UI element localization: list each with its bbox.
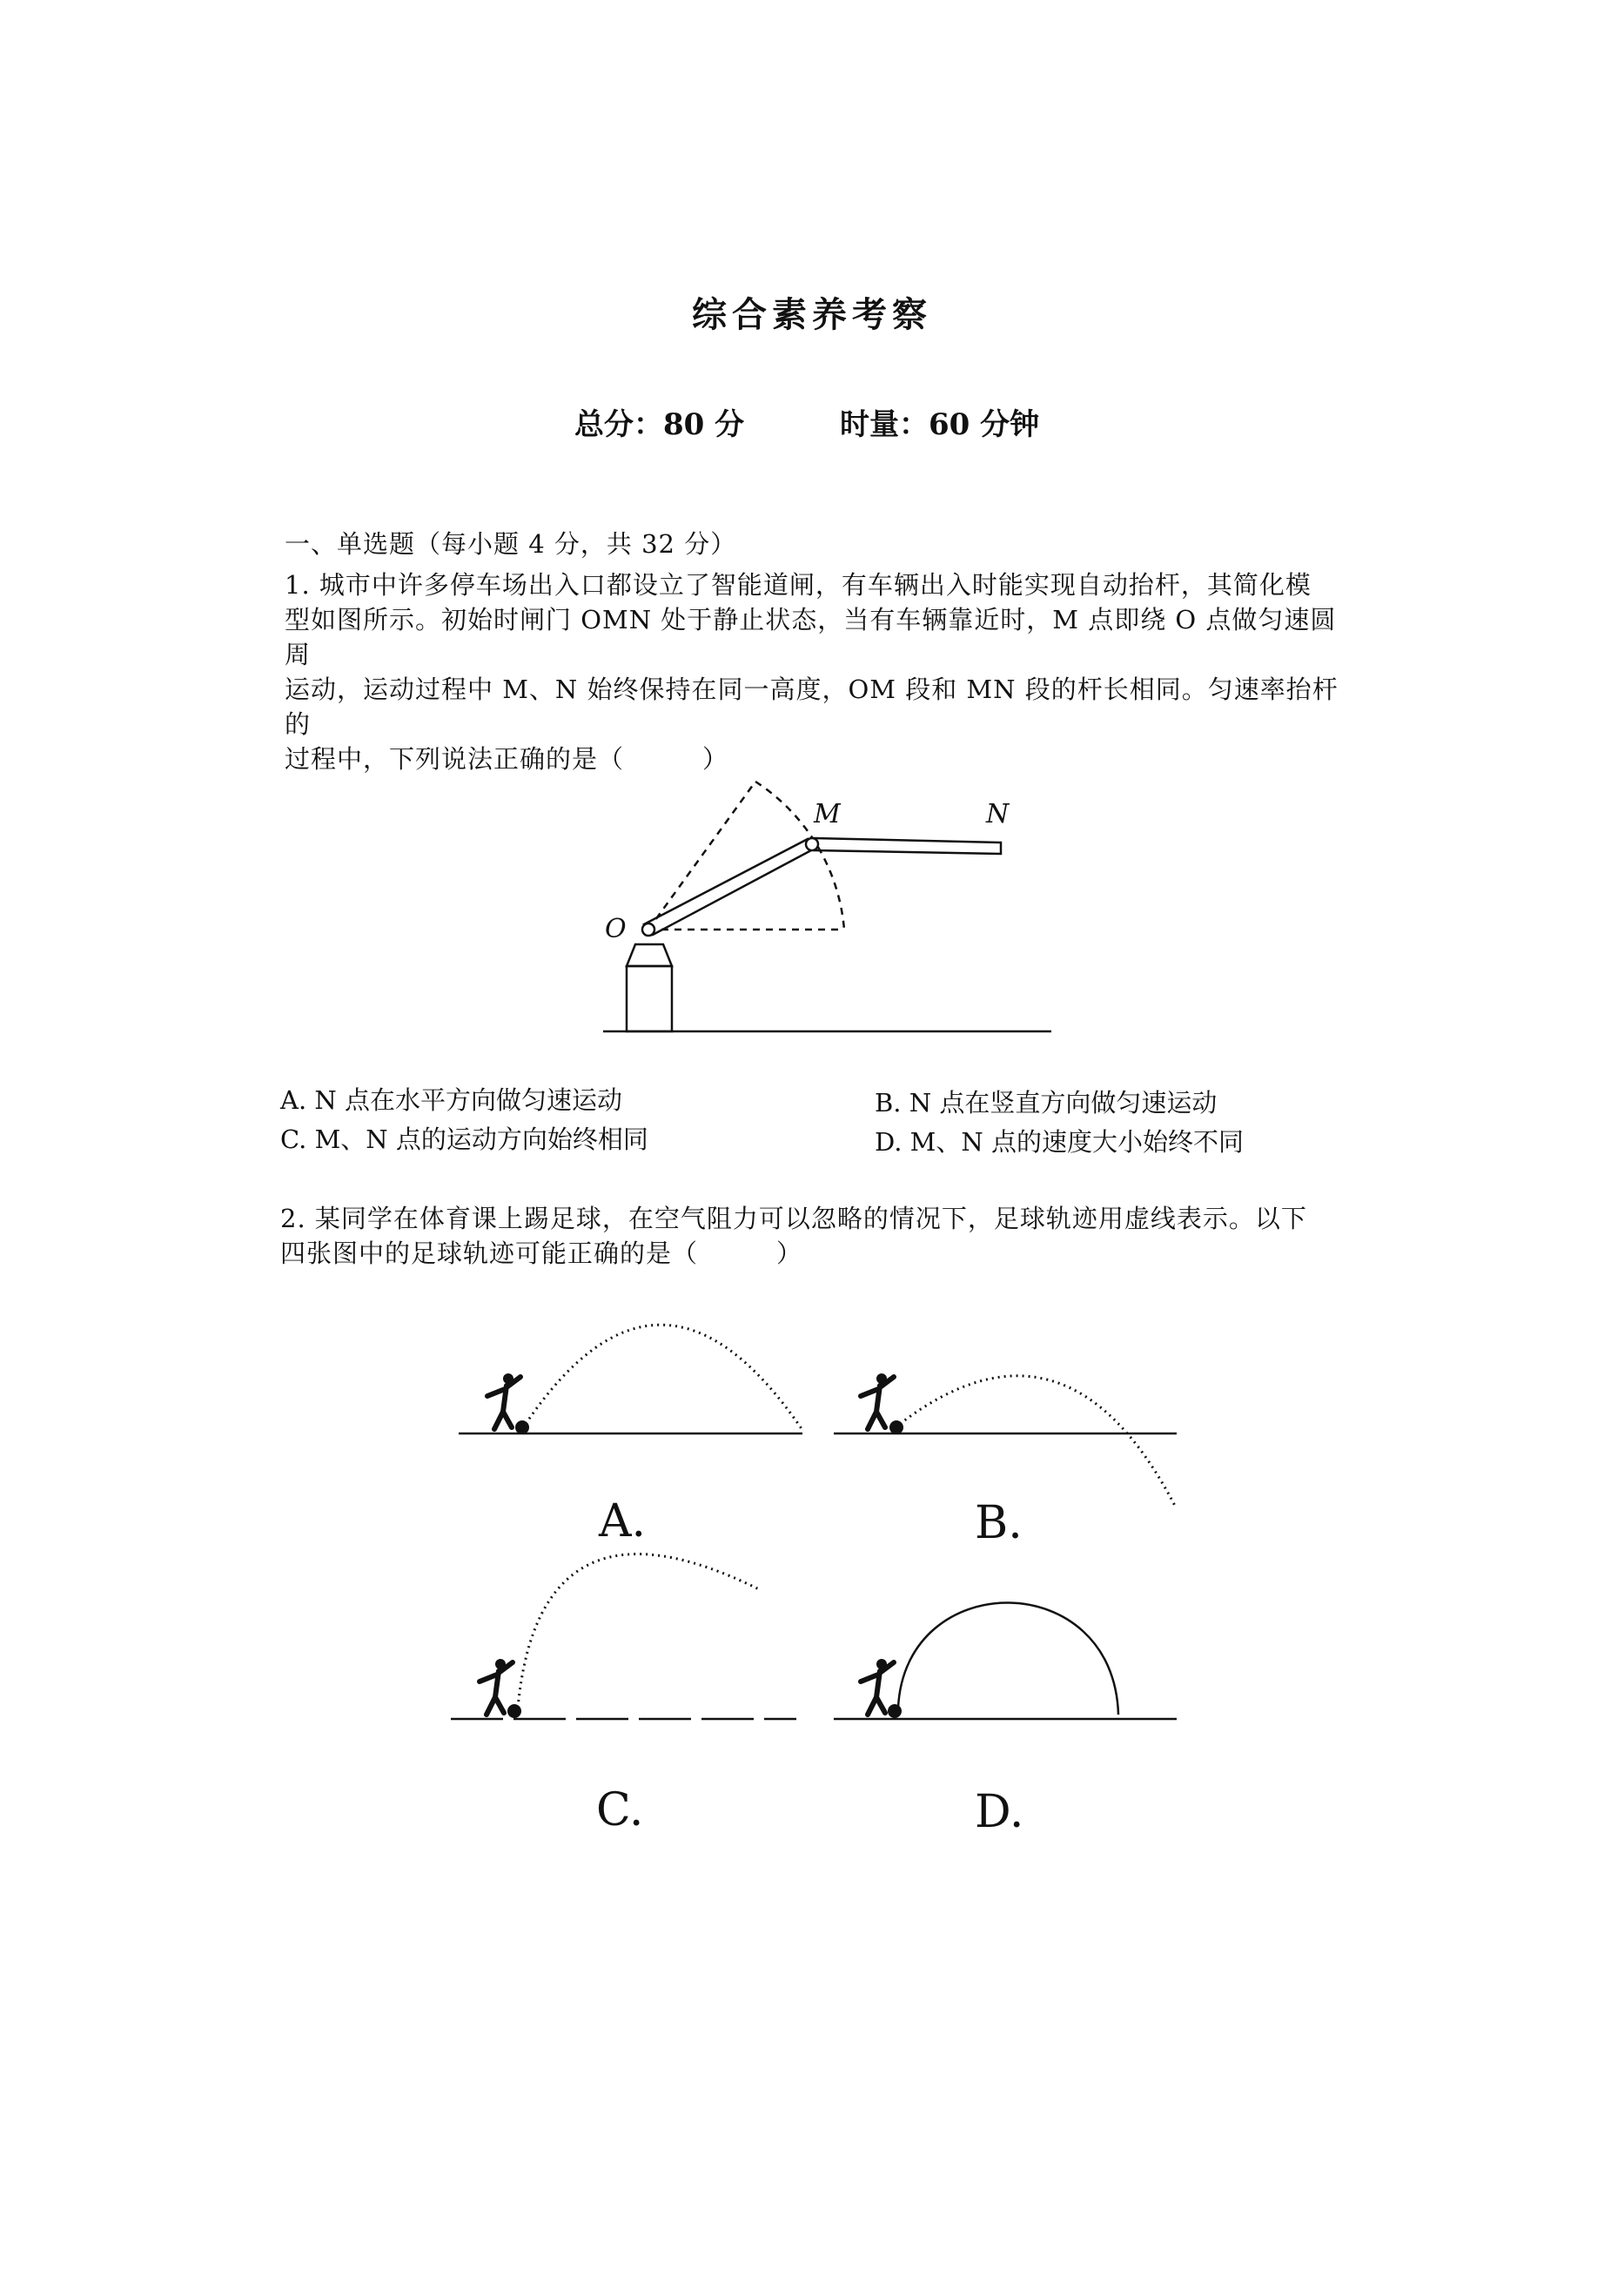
question-1-line: 过程中，下列说法正确的是（ ） — [285, 744, 729, 774]
question-2-line: 四张图中的足球轨迹可能正确的是（ ） — [280, 1239, 803, 1268]
gate-pillar — [627, 966, 672, 1031]
trajectory-b — [900, 1376, 1175, 1506]
figure-label-a: A. — [599, 1495, 647, 1547]
figure-c — [451, 1554, 796, 1719]
label-m: M — [814, 799, 841, 829]
question-2-text — [280, 1201, 1377, 1271]
question-1-line: 1. 城市中许多停车场出入口都设立了智能道闸，有车辆出入时能实现自动抬杆，其简化模 — [285, 570, 1312, 600]
figure-b — [834, 1373, 1177, 1506]
pivot-m — [806, 838, 818, 850]
section-heading: 一、单选题（每小题 4 分，共 32 分） — [285, 529, 737, 559]
question-1-line: 型如图所示。初始时闸门 OMN 处于静止状态，当有车辆靠近时，M 点即绕 O 点做匀速圆周 — [285, 605, 1337, 669]
trajectory-c — [518, 1554, 761, 1708]
label-n: N — [986, 799, 1010, 829]
dashed-radius-upper — [648, 782, 755, 930]
pivot-o — [642, 923, 654, 936]
option-a: A. N 点在水平方向做匀速运动 — [280, 1085, 622, 1115]
figure-a — [459, 1325, 802, 1434]
arm-om — [644, 839, 813, 935]
arm-mn — [814, 838, 1001, 854]
total-score: 总分：80 分 — [574, 407, 745, 442]
figure-label-d: D. — [975, 1786, 1024, 1838]
option-b: B. N 点在竖直方向做匀速运动 — [875, 1088, 1218, 1118]
question-1-text — [285, 567, 1355, 776]
option-d: D. M、N 点的速度大小始终不同 — [875, 1127, 1244, 1157]
option-c: C. M、N 点的运动方向始终相同 — [280, 1125, 648, 1154]
question-2-line: 2. 某同学在体育课上踢足球，在空气阻力可以忽略的情况下，足球轨迹用虚线表示。以下 — [280, 1204, 1307, 1233]
figure-label-b: B. — [975, 1497, 1023, 1549]
label-o: O — [605, 914, 627, 944]
page-title: 综合素养考察 — [692, 294, 932, 335]
trajectory-a — [526, 1325, 802, 1430]
question-1-line: 运动，运动过程中 M、N 始终保持在同一高度，OM 段和 MN 段的杆长相同。匀速率抬杆的 — [285, 675, 1339, 739]
time-limit: 时量：60 分钟 — [840, 407, 1040, 442]
trajectory-d — [898, 1602, 1118, 1715]
gate-pillar-top — [627, 944, 672, 966]
figure-d — [834, 1602, 1177, 1719]
figure-label-c: C. — [596, 1784, 644, 1836]
